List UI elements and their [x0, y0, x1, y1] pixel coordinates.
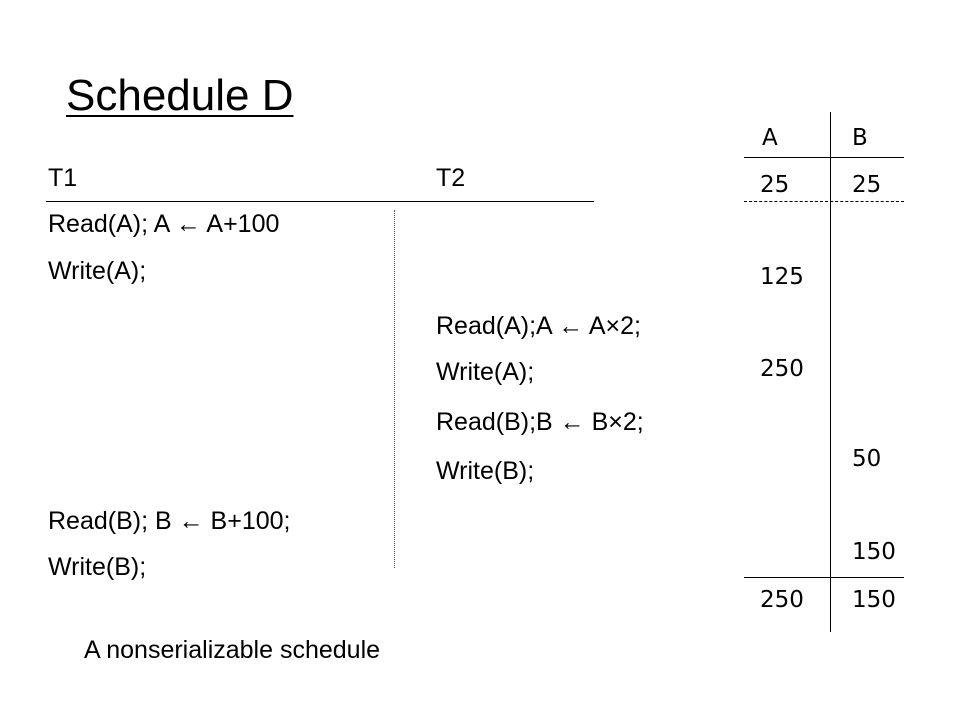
t2-header: T2: [436, 164, 466, 192]
values-column-divider: [830, 112, 831, 632]
values-header-a: A: [762, 125, 778, 151]
values-header-rule: [744, 157, 904, 158]
t2-op-read-a: Read(A);A ← A×2;: [436, 312, 641, 340]
t2-op-write-a: Write(A);: [436, 358, 535, 386]
values-final-rule: [744, 577, 904, 578]
t1-op-read-a: Read(A); A ← A+100: [48, 210, 280, 238]
values-b-step-2: 150: [852, 539, 896, 565]
t1-op-write-b: Write(B);: [48, 553, 147, 581]
values-final-b: 150: [852, 587, 896, 613]
schedule-column-divider: [394, 210, 395, 568]
t1-op-write-a: Write(A);: [48, 257, 147, 285]
values-initial-rule: [744, 201, 904, 202]
values-a-step-1: 125: [760, 264, 804, 290]
t1-header: T1: [48, 164, 78, 192]
values-b-step-1: 50: [852, 446, 882, 472]
values-final-a: 250: [760, 587, 804, 613]
t2-op-read-b: Read(B);B ← B×2;: [436, 408, 644, 436]
schedule-caption: A nonserializable schedule: [84, 636, 381, 664]
values-header-b: B: [852, 125, 868, 151]
schedule-header-rule: [46, 201, 594, 202]
values-initial-a: 25: [760, 172, 790, 198]
slide-title: Schedule D: [66, 71, 294, 120]
values-initial-b: 25: [852, 172, 882, 198]
values-a-step-2: 250: [760, 356, 804, 382]
t1-op-read-b: Read(B); B ← B+100;: [48, 507, 291, 535]
t2-op-write-b: Write(B);: [436, 457, 535, 485]
